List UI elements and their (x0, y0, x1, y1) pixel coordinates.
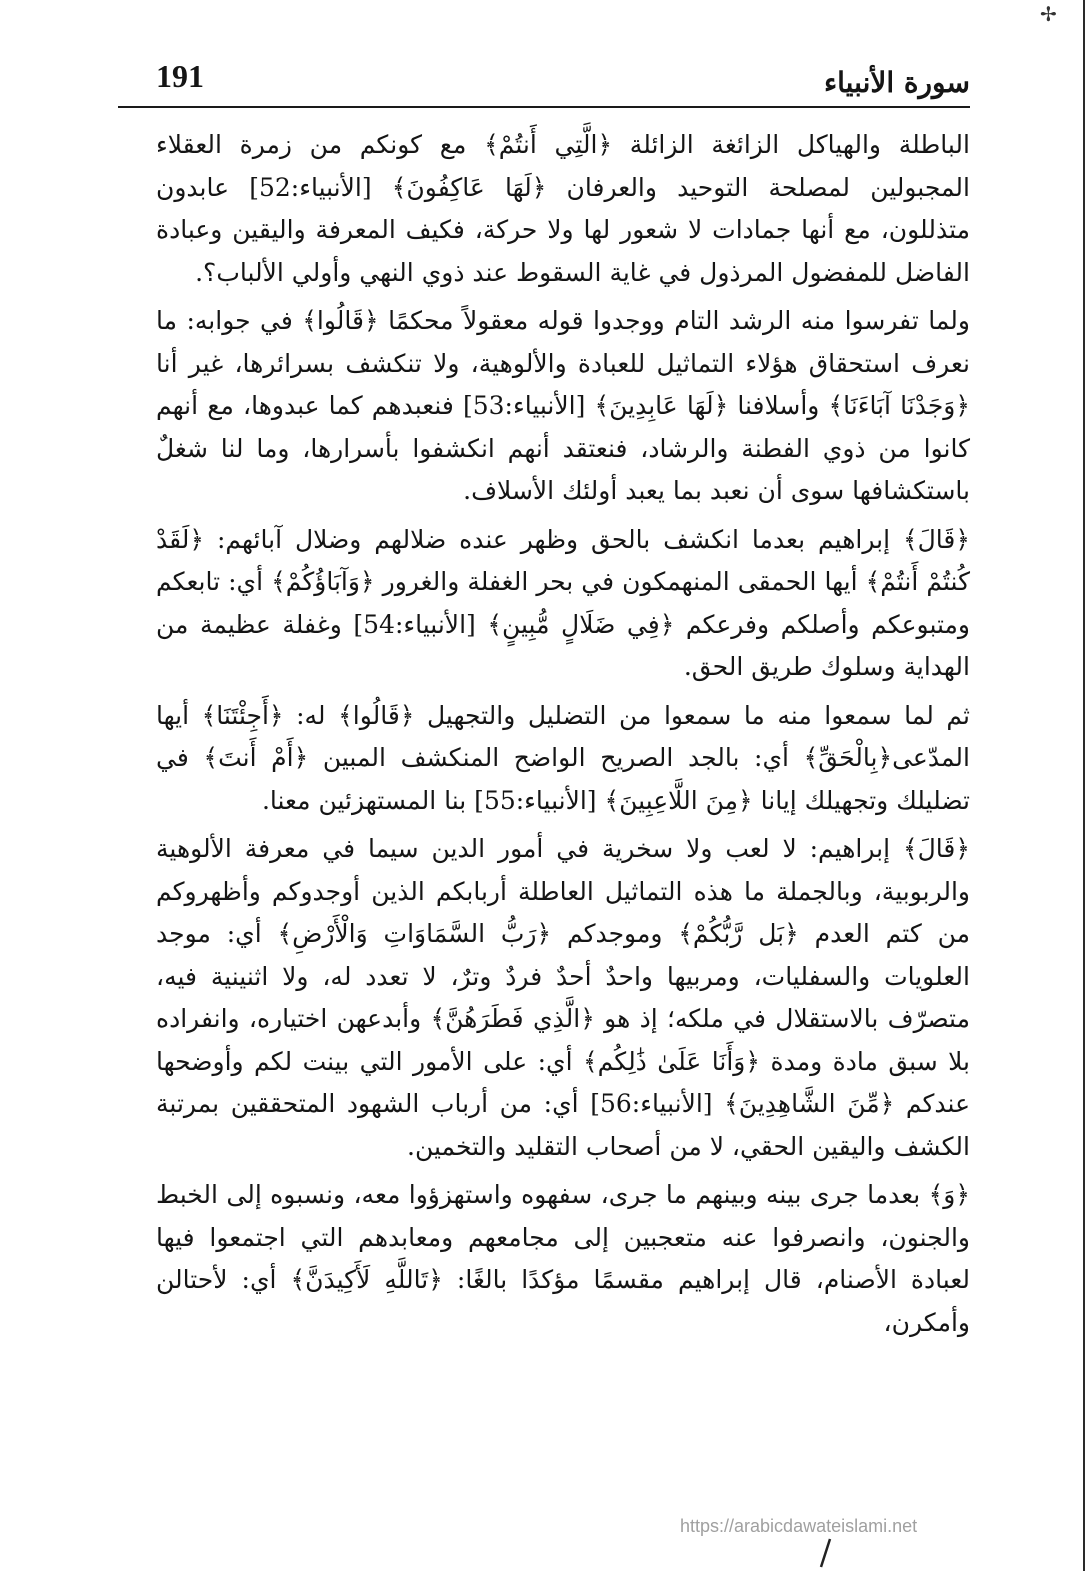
paragraph: ﴿قَالَ﴾ إبراهيم: لا لعب ولا سخرية في أمور الدين سيما في معرفة الألوهية والربوبية، وبالجملة ما هذه التماثيل العاطلة أربابكم الذين أوجدوكم وأظهروكم من كتم العدم ﴿بَل رَّبُّكُمْ﴾ وموجدكم ﴿رَبُّ السَّمَاوَاتِ وَالْأَرْضِ﴾ أي: موجد العلويات والسفليات، ومربيها واحدٌ أحدٌ فردٌ وترٌ، لا تعدد له، ولا اثنينية فيه، متصرّف بالاستقلال في ملكه؛ إذ هو ﴿الَّذِي فَطَرَهُنَّ﴾ وأبدعهن اختياره، وانفراده بلا سبق مادة ومدة ﴿وَأَنَا عَلَىٰ ذَٰلِكُم﴾ أي: على الأمور التي بينت لكم وأوضحها عندكم ﴿مِّنَ الشَّاهِدِينَ﴾ [الأنبياء:56] أي: من أرباب الشهود المتحققين بمرتبة الكشف واليقين الحقي، لا من أصحاب التقليد والتخمين. (156, 834, 970, 1161)
page-number: 191 (156, 58, 204, 94)
paragraph: ولما تفرسوا منه الرشد التام ووجدوا قوله معقولاً محكمًا ﴿قَالُوا﴾ في جوابه: ما نعرف استحقاق هؤلاء التماثيل للعبادة والألوهية، ولا تنكشف بسرائرها، غير أنا ﴿وَجَدْنَا آبَاءَنَا﴾ وأسلافنا ﴿لَهَا عَابِدِينَ﴾ [الأنبياء:53] فنعبدهم كما عبدوها، مع أنهم كانوا من ذوي الفطنة والرشاد، فنعتقد أنهم انكشفوا بأسرارها، وما لنا شغلٌ باستكشافها سوى أن نعبد بما يعبد أولئك الأسلاف. (156, 306, 971, 505)
page-edge-line (1083, 0, 1085, 1571)
scan-mark-icon: ✢ (1040, 2, 1057, 26)
surah-title: سورة الأنبياء (823, 66, 970, 99)
paragraph: ثم لما سمعوا منه ما سمعوا من التضليل والتجهيل ﴿قَالُوا﴾ له: ﴿أَجِئْتَنَا﴾ أيها المدّعى﴿بِالْحَقِّ﴾ أي: بالجد الصريح الواضح المنكشف المبين ﴿أَمْ أَنتَ﴾ في تضليلك وتجهيلك إيانا ﴿مِنَ اللَّاعِبِينَ﴾ [الأنبياء:55] بنا المستهزئين معنا. (156, 700, 970, 815)
paragraph: الباطلة والهياكل الزائغة الزائلة ﴿الَّتِي أَنتُمْ﴾ مع كونكم من زمرة العقلاء المجبولين لمصلحة التوحيد والعرفان ﴿لَهَا عَاكِفُونَ﴾ [الأنبياء:52] عابدون متذللون، مع أنها جمادات لا شعور لها ولا حركة، فكيف المعرفة واليقين وعبادة الفاضل للمفضول المرذول في غاية السقوط عند ذوي النهي وأولي الألباب؟. (156, 130, 970, 287)
header-divider (118, 106, 970, 108)
page-header (120, 58, 970, 104)
watermark-url: https://arabicdawateislami.net (680, 1516, 918, 1536)
pen-stroke-icon (818, 1538, 832, 1568)
paragraph: ﴿وَ﴾ بعدما جرى بينه وبينهم ما جرى، سفهوه واستهزؤوا معه، ونسبوه إلى الخبط والجنون، وانصرفوا عنه متعجبين إلى مجامعهم ومعابدهم التي اجتمعوا فيها لعبادة الأصنام، قال إبراهيم مقسمًا مؤكدًا بالغًا: ﴿تَاللَّهِ لَأَكِيدَنَّ﴾ أي: لأحتالن وأمكرن، (156, 1180, 970, 1337)
page-body (156, 124, 970, 1350)
paragraph: ﴿قَالَ﴾ إبراهيم بعدما انكشف بالحق وظهر عنده ضلالهم وضلال آبائهم: ﴿لَقَدْ كُنتُمْ أَنتُمْ﴾ أيها الحمقى المنهمكون في بحر الغفلة والغرور ﴿وَآبَاؤُكُمْ﴾ أي: تابعكم ومتبوعكم وأصلكم وفرعكم ﴿فِي ضَلَالٍ مُّبِينٍ﴾ [الأنبياء:54] وغفلة عظيمة من الهداية وسلوك طريق الحق. (156, 524, 970, 681)
